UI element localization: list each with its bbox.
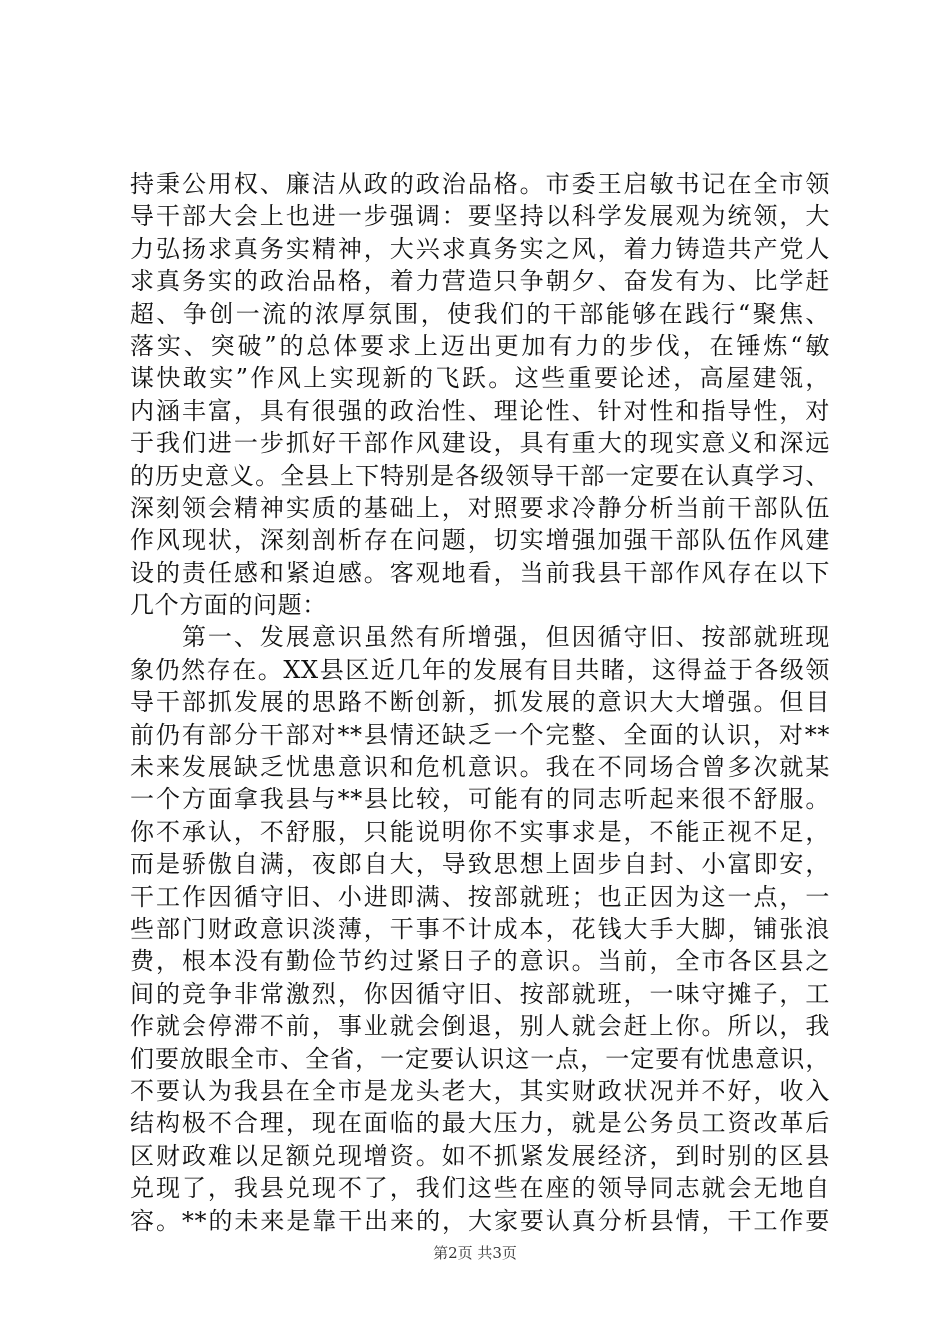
text-line: 谋快敢实”作风上实现新的飞跃。这些重要论述，高屋建瓴，: [130, 364, 830, 393]
text-line: 持秉公用权、廉洁从政的政治品格。市委王启敏书记在全市领: [130, 170, 830, 198]
text-line: 内涵丰富，具有很强的政治性、理论性、针对性和指导性，对: [130, 396, 830, 425]
text-line: 一个方面拿我县与**县比较，可能有的同志听起来很不舒服。: [130, 785, 830, 814]
text-line: 前仍有部分干部对**县情还缺乏一个完整、全面的认识，对**: [130, 720, 830, 749]
text-line: 你不承认，不舒服，只能说明你不实事求是，不能正视不足，: [130, 817, 830, 846]
text-line: 干工作因循守旧、小进即满、按部就班；也正因为这一点，一: [130, 882, 830, 911]
text-line: 第一、发展意识虽然有所增强，但因循守旧、按部就班现: [130, 623, 830, 652]
text-line: 不要认为我县在全市是龙头老大，其实财政状况并不好，收入: [130, 1076, 830, 1105]
text-line: 的历史意义。全县上下特别是各级领导干部一定要在认真学习、: [130, 461, 830, 490]
text-line: 求真务实的政治品格，着力营造只争朝夕、奋发有为、比学赶: [130, 267, 830, 296]
text-line: 导干部抓发展的思路不断创新，抓发展的意识大大增强。但目: [130, 688, 830, 717]
page-footer: 第2页 共3页: [433, 1244, 517, 1262]
text-line: 些部门财政意识淡薄，干事不计成本，花钱大手大脚，铺张浪: [130, 914, 830, 943]
text-line: 兑现了，我县兑现不了，我们这些在座的领导同志就会无地自: [130, 1174, 830, 1203]
text-line: 们要放眼全市、全省，一定要认识这一点，一定要有忧患意识，: [130, 1044, 830, 1073]
text-line: 而是骄傲自满，夜郎自大，导致思想上固步自封、小富即安，: [130, 850, 830, 879]
text-line: 几个方面的问题：: [130, 591, 327, 620]
text-line: 结构极不合理，现在面临的最大压力，就是公务员工资改革后: [130, 1109, 830, 1138]
text-line: 于我们进一步抓好干部作风建设，具有重大的现实意义和深远: [130, 429, 830, 458]
text-line: 象仍然存在。XX县区近几年的发展有目共睹，这得益于各级领: [130, 655, 830, 684]
text-line: 作风现状，深刻剖析存在问题，切实增强加强干部队伍作风建: [130, 526, 830, 555]
body-text: [130, 168, 830, 1237]
text-line: 深刻领会精神实质的基础上，对照要求冷静分析当前干部队伍: [130, 493, 830, 522]
text-line: 力弘扬求真务实精神，大兴求真务实之风，着力铸造共产党人: [130, 234, 830, 263]
text-line: 导干部大会上也进一步强调：要坚持以科学发展观为统领，大: [130, 202, 830, 231]
text-line: 费，根本没有勤俭节约过紧日子的意识。当前，全市各区县之: [130, 947, 830, 976]
text-line: 间的竞争非常激烈，你因循守旧、按部就班，一味守摊子，工: [130, 979, 830, 1008]
text-line: 超、争创一流的浓厚氛围，使我们的干部能够在践行“聚焦、: [130, 299, 830, 328]
text-line: 容。**的未来是靠干出来的，大家要认真分析县情，干工作要: [130, 1206, 830, 1235]
text-line: 设的责任感和紧迫感。客观地看，当前我县干部作风存在以下: [130, 558, 830, 587]
text-line: 落实、突破”的总体要求上迈出更加有力的步伐，在锤炼“敏: [130, 331, 830, 360]
text-line: 未来发展缺乏忧患意识和危机意识。我在不同场合曾多次就某: [130, 753, 830, 782]
text-line: 作就会停滞不前，事业就会倒退，别人就会赶上你。所以，我: [130, 1012, 830, 1041]
text-line: 区财政难以足额兑现增资。如不抓紧发展经济，到时别的区县: [130, 1141, 830, 1170]
